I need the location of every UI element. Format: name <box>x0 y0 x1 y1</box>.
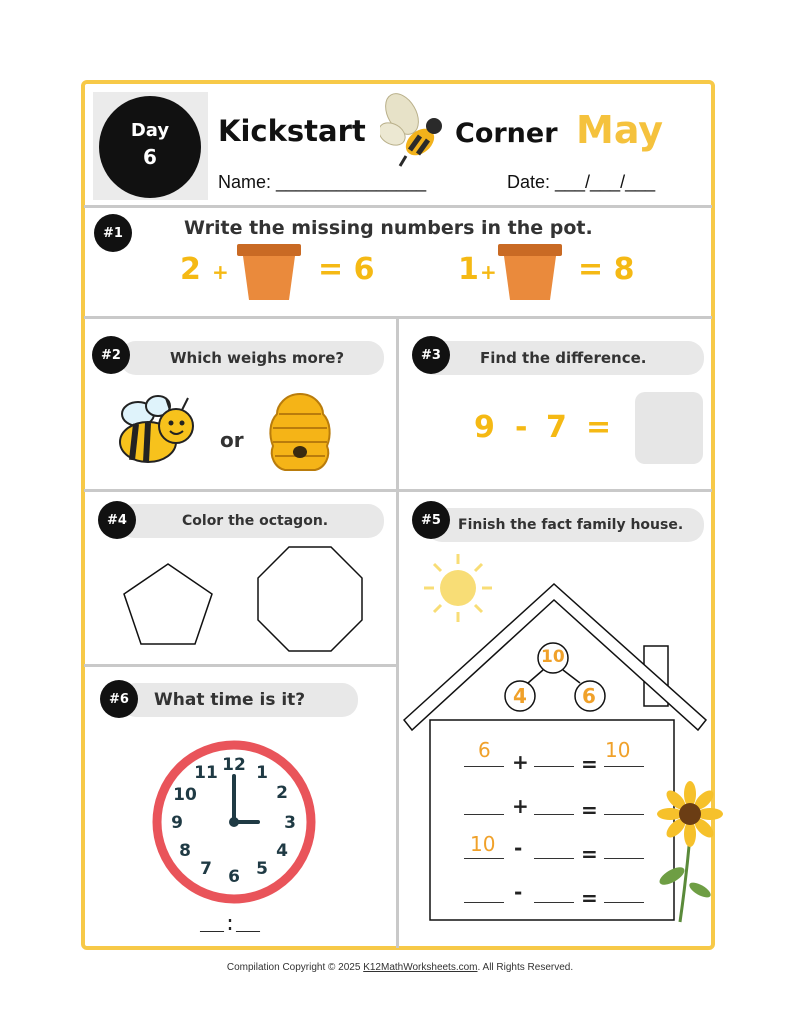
row1-first-value: 6 <box>478 738 491 762</box>
roof-top-number: 10 <box>541 647 565 667</box>
row1-blank-a[interactable] <box>464 766 504 767</box>
footer-link[interactable]: K12MathWorksheets.com <box>363 962 478 973</box>
day-label: Day <box>130 120 170 141</box>
row2-blank-b[interactable] <box>534 814 574 815</box>
q3-b: 7 <box>546 410 567 445</box>
row4-equals: = <box>581 886 598 910</box>
q5-prompt-pill <box>426 508 704 542</box>
footer-suffix: . All Rights Reserved. <box>477 962 574 973</box>
q2-prompt-pill <box>120 341 384 375</box>
row3-equals: = <box>581 842 598 866</box>
row2-operator: + <box>512 794 529 818</box>
title-kickstart: Kickstart <box>218 114 366 148</box>
date-field[interactable]: Date: ___/___/___ <box>507 172 656 192</box>
divider <box>396 318 399 948</box>
flower-pot-1[interactable] <box>237 244 301 302</box>
q6-prompt-pill <box>120 683 358 717</box>
beehive-icon[interactable] <box>265 392 335 474</box>
clock-number-2: 2 <box>276 783 288 803</box>
q4-prompt: Color the octagon. <box>182 513 329 529</box>
row4-operator: - <box>514 880 523 904</box>
divider <box>84 205 712 208</box>
clock-number-1: 1 <box>256 763 268 783</box>
day-badge <box>99 96 201 198</box>
question-number-3: #3 <box>412 336 450 374</box>
q1-eq1-plus: + <box>212 260 229 284</box>
row2-blank-c[interactable] <box>604 814 644 815</box>
row3-blank-a[interactable] <box>464 858 504 859</box>
row1-operator: + <box>512 750 529 774</box>
clock-number-3: 3 <box>284 813 296 833</box>
question-number-2: #2 <box>92 336 130 374</box>
q3-op: - <box>515 410 528 445</box>
clock-number-5: 5 <box>256 859 268 879</box>
q1-eq2-left: 1 <box>458 252 479 287</box>
bee-icon[interactable] <box>108 392 198 468</box>
row2-blank-a[interactable] <box>464 814 504 815</box>
q3-answer-box[interactable] <box>635 392 703 464</box>
roof-right-number: 6 <box>582 684 596 708</box>
row1-result-value: 10 <box>605 738 631 762</box>
clock-number-9: 9 <box>171 813 183 833</box>
row3-blank-c[interactable] <box>604 858 644 859</box>
row1-blank-b[interactable] <box>534 766 574 767</box>
q5-prompt: Finish the fact family house. <box>458 517 684 533</box>
title-month: May <box>576 108 664 152</box>
clock-number-4: 4 <box>276 841 288 861</box>
divider <box>84 664 397 667</box>
question-number-1: #1 <box>94 214 132 252</box>
bee-illustration <box>380 92 452 174</box>
title-corner: Corner <box>455 118 558 149</box>
day-number: 6 <box>143 145 157 169</box>
row2-equals: = <box>581 798 598 822</box>
q1-eq1-result: = 6 <box>318 252 375 287</box>
row3-operator: - <box>514 836 523 860</box>
q3-a: 9 <box>474 410 495 445</box>
q1-eq2-result: = 8 <box>578 252 635 287</box>
copyright-footer <box>0 962 800 973</box>
question-number-6: #6 <box>100 680 138 718</box>
or-word: or <box>220 428 244 452</box>
row3-blank-b[interactable] <box>534 858 574 859</box>
clock-number-8: 8 <box>179 841 191 861</box>
q1-prompt: Write the missing numbers in the pot. <box>184 217 593 239</box>
q2-prompt: Which weighs more? <box>170 349 345 367</box>
q1-eq1-left: 2 <box>180 252 201 287</box>
q3-eq: = <box>586 410 612 445</box>
clock-number-10: 10 <box>173 785 197 805</box>
clock-number-6: 6 <box>228 867 240 887</box>
row1-blank-c[interactable] <box>604 766 644 767</box>
sunflower-icon <box>650 780 730 924</box>
row1-equals: = <box>581 752 598 776</box>
octagon-shape[interactable] <box>256 545 364 653</box>
roof-left-number: 4 <box>513 684 527 708</box>
clock-number-7: 7 <box>200 859 212 879</box>
footer-prefix: Compilation Copyright © 2025 <box>226 962 364 973</box>
q1-eq2-plus: + <box>480 260 497 284</box>
q6-prompt: What time is it? <box>154 690 306 710</box>
flower-pot-2[interactable] <box>498 244 562 302</box>
analog-clock <box>152 740 316 904</box>
q4-prompt-pill <box>118 504 384 538</box>
time-answer-blank[interactable]: __:__ <box>200 914 261 937</box>
name-field[interactable]: Name: _______________ <box>218 172 427 192</box>
row4-blank-c[interactable] <box>604 902 644 903</box>
divider <box>84 489 712 492</box>
question-number-4: #4 <box>98 501 136 539</box>
row4-blank-a[interactable] <box>464 902 504 903</box>
q3-prompt-pill <box>418 341 704 375</box>
clock-number-12: 12 <box>222 755 246 775</box>
row3-first-value: 10 <box>470 832 496 856</box>
question-number-5: #5 <box>412 501 450 539</box>
row4-blank-b[interactable] <box>534 902 574 903</box>
q3-prompt: Find the difference. <box>480 349 647 367</box>
pentagon-shape[interactable] <box>122 562 214 646</box>
clock-number-11: 11 <box>194 763 218 783</box>
